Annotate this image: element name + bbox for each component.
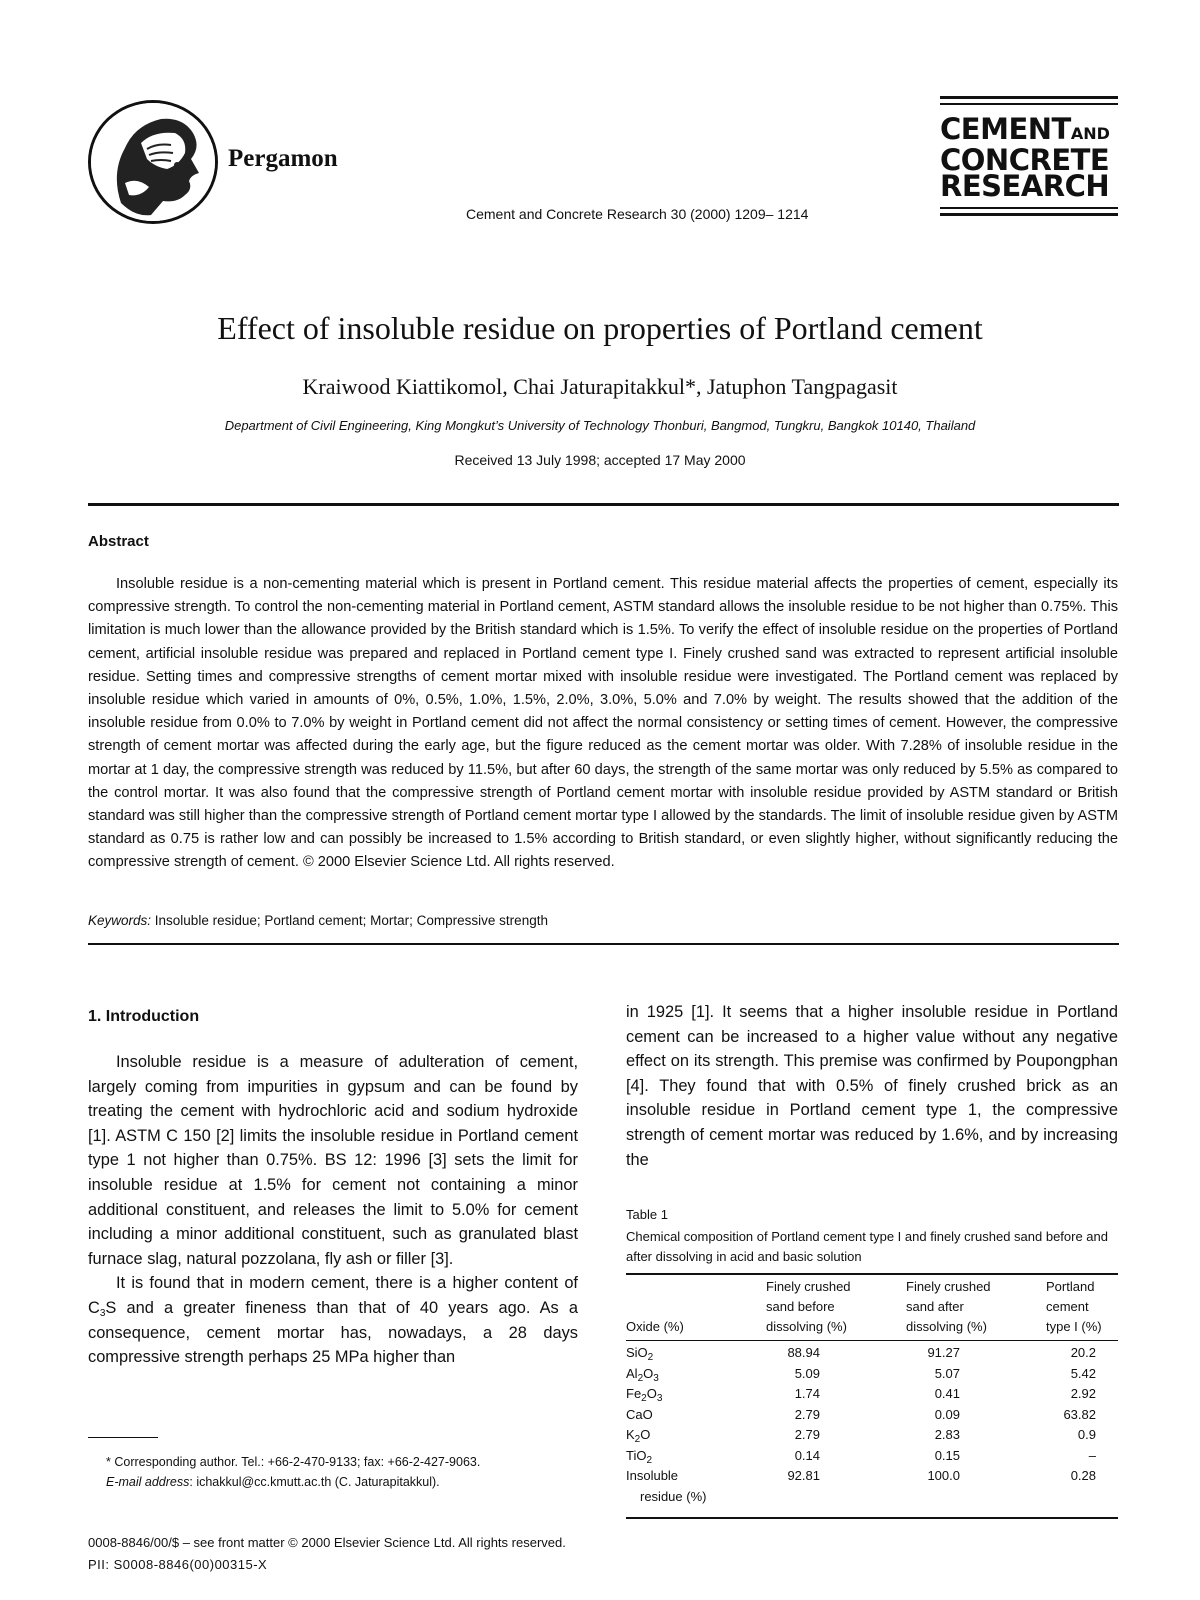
pii-identifier: PII: S0008-8846(00)00315-X: [88, 1557, 268, 1572]
journal-logo-rule-bottom-2: [940, 213, 1118, 216]
keywords: [88, 913, 548, 928]
sand-after-cell: 0.15: [934, 1447, 960, 1463]
article-authors: Kraiwood Kiattikomol, Chai Jaturapitakkul*, Jatuphon Tangpagasit: [302, 374, 898, 399]
author-affiliation: Department of Civil Engineering, King Mongkut’s University of Technology Thonburi, Bangmod, Tungkru, Bangkok 10140, Thailand: [224, 418, 976, 433]
cement-cell: 5.42: [1070, 1365, 1096, 1381]
table-caption: Chemical composition of Portland cement type I and finely crushed sand before and after dissolving in acid and basic solution: [626, 1229, 1108, 1264]
journal-logo-line1-small: AND: [1070, 124, 1110, 143]
oxide-cell: $Al_2O_3$: [626, 1365, 659, 1384]
table-header-sand-after-line3: dissolving (%): [906, 1319, 987, 1334]
table-row: [626, 1364, 1118, 1385]
keywords-list: Insoluble residue; Portland cement; Mortar; Compressive strength: [151, 913, 548, 928]
table-header-sand-after-line2: sand after: [906, 1299, 964, 1314]
oxide-cell: CaO: [626, 1406, 653, 1422]
footnote-rule: [88, 1437, 158, 1438]
sand-before-cell: 1.74: [794, 1386, 820, 1401]
abstract-bottom-rule: [88, 943, 1119, 945]
cement-cell: 63.82: [1063, 1406, 1096, 1422]
journal-logo-rule-top-1: [940, 96, 1118, 99]
intro-paragraph-1: Insoluble residue is a measure of adulteration of cement, largely coming from impurities in gypsum and can be found by treating the cement with hydrochloric acid and sodium hydroxide [1]. ASTM C 150 [2] limits the insoluble residue in Portland cement type 1 not higher than 0.75%. BS 12: 1996 [3] sets the limit for insoluble residue at 1.5% for cement not containing a minor additional constituent, and releases the limit to 5.0% for cement including a minor additional constituent, such as granulated blast furnace slag, natural pozzolana, fly ash or filler [3].: [88, 1053, 578, 1268]
cement-cell: –: [1088, 1447, 1096, 1463]
table-row: [626, 1466, 1118, 1487]
journal-logo-rule-top-2: [940, 103, 1118, 105]
table-header-sand-before-line1: Finely crushed: [766, 1279, 851, 1294]
abstract-text: Insoluble residue is a non-cementing material which is present in Portland cement. This residue material affects the properties of cement, especially its compressive strength. To control the non-cementing material in Portland cement, ASTM standard allows the insoluble residue to be not higher than 0.75%. This limitation is much lower than the allowance provided by the British standard which is 1.5%. To verify the effect of insoluble residue on the properties of Portland cement, artificial insoluble residue was prepared and replaced in Portland cement type I. Finely crushed sand was extracted to represent artificial insoluble residue. Setting times and compressive strengths of cement mortar mixed with insoluble residue were investigated. The Portland cement was replaced by insoluble residue which varied in amounts of 0%, 0.5%, 1.0%, 1.5%, 2.0%, 3.0%, 5.0% and 7.0% by weight. The results showed that the addition of the insoluble residue from 0.0% to 7.0% by weight in Portland cement did not affect the normal consistency or setting times of cement. However, the compressive strength of cement mortar was affected during the early age, but the figure reduced as the cement mortar was older. With 7.28% of insoluble residue in the mortar at 1 day, the compressive strength was reduced by 11.5%, but after 60 days, the strength of the same mortar was only reduced by 5.5% as compared to the control mortar. It was also found that the compressive strength of Portland cement mortar with insoluble residue provided by ASTM standard or British standard was still higher than the compressive strength of Portland cement mortar type I allowed by the standards. The limit of insoluble residue given by ASTM standard as 0.75 is rather low and can possibly be increased to 1.5% according to British standard, or even slightly higher, without significantly reducing the compressive strength of cement. © 2000 Elsevier Science Ltd. All rights reserved.: [88, 576, 1118, 871]
intro-paragraph-2-start: It is found that in modern cement, there is a higher content of C: [88, 1274, 578, 1317]
cement-cell: 20.2: [1070, 1345, 1096, 1360]
table-header-cement-line3: type I (%): [1046, 1319, 1102, 1334]
keywords-label: Keywords:: [88, 913, 152, 928]
table-header-sand-before: [766, 1277, 851, 1337]
cement-cell: 0.28: [1070, 1468, 1096, 1483]
introduction-left-column: [88, 1050, 578, 1370]
table-row-continuation: [626, 1487, 1118, 1508]
table-top-rule: [626, 1273, 1118, 1275]
table-header-sand-after-line1: Finely crushed: [906, 1279, 991, 1294]
cement-cell: 0.9: [1077, 1427, 1096, 1442]
oxide-cell: Insoluble: [626, 1468, 679, 1483]
oxide-cell-continuation: residue (%): [640, 1488, 707, 1504]
sand-after-cell: 100.0: [927, 1468, 960, 1483]
abstract-top-rule: [88, 503, 1119, 506]
sand-before-cell: 5.09: [794, 1365, 820, 1381]
intro-paragraph-continued: in 1925 [1]. It seems that a higher insoluble residue in Portland cement can be increased to a higher value without any negative effect on its strength. This premise was confirmed by Poupongphan [4]. They found that with 0.5% of finely crushed brick as an insoluble residue in Portland cement type 1, the compressive strength of cement mortar was reduced by 1.6%, and by increasing the: [626, 1003, 1118, 1169]
table-row: [626, 1425, 1118, 1446]
table-header-portland-cement: [1046, 1277, 1102, 1337]
table-row: [626, 1446, 1118, 1467]
oxide-cell: TiO$_2$: [626, 1447, 653, 1466]
email-address[interactable]: : ichakkul@cc.kmutt.ac.th (C. Jaturapitakkul).: [189, 1475, 440, 1489]
table-header-cement-line1: Portland: [1046, 1279, 1095, 1294]
sand-after-cell: 2.83: [934, 1427, 960, 1442]
sand-after-cell: 0.41: [934, 1386, 960, 1401]
email-label: E-mail address: [106, 1475, 190, 1489]
oxide-cell: $K_2O$: [626, 1427, 651, 1445]
received-dates: Received 13 July 1998; accepted 17 May 2000: [454, 452, 746, 468]
footnote: [88, 1452, 578, 1492]
abstract-heading: Abstract: [88, 533, 149, 550]
journal-logo-line3: RESEARCH: [940, 169, 1110, 203]
sand-before-cell: 92.81: [787, 1468, 820, 1483]
table-label: Table 1: [626, 1207, 668, 1222]
journal-logo-line2: CONCRETE: [940, 143, 1110, 177]
cement-cell: 2.92: [1070, 1386, 1096, 1401]
sand-after-cell: 0.09: [934, 1406, 960, 1422]
sand-before-cell: 2.79: [794, 1427, 820, 1442]
table-row: [626, 1384, 1118, 1405]
sand-before-cell: 2.79: [794, 1406, 820, 1422]
sand-before-cell: 0.14: [794, 1447, 820, 1463]
table-header-sand-before-line2: sand before: [766, 1299, 835, 1314]
publisher-name: Pergamon: [228, 145, 338, 172]
intro-paragraph-2-end: S and a greater fineness than that of 40 years ago. As a consequence, cement mortar has, nowadays, a 28 days compressive strength perhaps 25 MPa higher than: [88, 1298, 578, 1367]
journal-logo-line1: CEMENT: [940, 112, 1071, 146]
sand-after-cell: 5.07: [934, 1365, 960, 1381]
introduction-right-column: [626, 1000, 1118, 1172]
oxide-cell: SiO$_2$: [626, 1345, 654, 1363]
table-row: [626, 1343, 1118, 1364]
corresponding-author-note: * Corresponding author. Tel.: +66-2-470-9133; fax: +66-2-427-9063.: [106, 1455, 481, 1469]
section-heading-introduction: 1. Introduction: [88, 1008, 200, 1025]
table-header-rule: [626, 1340, 1118, 1341]
table-header-sand-before-line3: dissolving (%): [766, 1319, 847, 1334]
oxide-cell: $Fe_2O_3$: [626, 1386, 663, 1404]
front-matter-note: 0008-8846/00/$ – see front matter © 2000 Elsevier Science Ltd. All rights reserved.: [88, 1535, 566, 1550]
table-row: [626, 1405, 1118, 1426]
intro-paragraph-2: [88, 1271, 578, 1369]
journal-logo-rule-bottom-1: [940, 207, 1118, 209]
table-body: [626, 1343, 1118, 1507]
table-header-cement-line2: cement: [1046, 1299, 1089, 1314]
sand-after-cell: 91.27: [927, 1345, 960, 1360]
email-note: [88, 1472, 578, 1492]
table-header-sand-after: [906, 1277, 991, 1337]
c3s-subscript: 3: [99, 1307, 106, 1319]
publisher-logo-emblem: [88, 100, 218, 224]
article-title: Effect of insoluble residue on properties of Portland cement: [217, 310, 983, 346]
table-bottom-rule: [626, 1517, 1118, 1519]
sand-before-cell: 88.94: [787, 1345, 820, 1360]
journal-citation: Cement and Concrete Research 30 (2000) 1209– 1214: [466, 206, 809, 222]
table-header-oxide: Oxide (%): [626, 1319, 684, 1334]
athena-head-icon: [91, 103, 215, 221]
journal-logo: [940, 112, 1120, 203]
